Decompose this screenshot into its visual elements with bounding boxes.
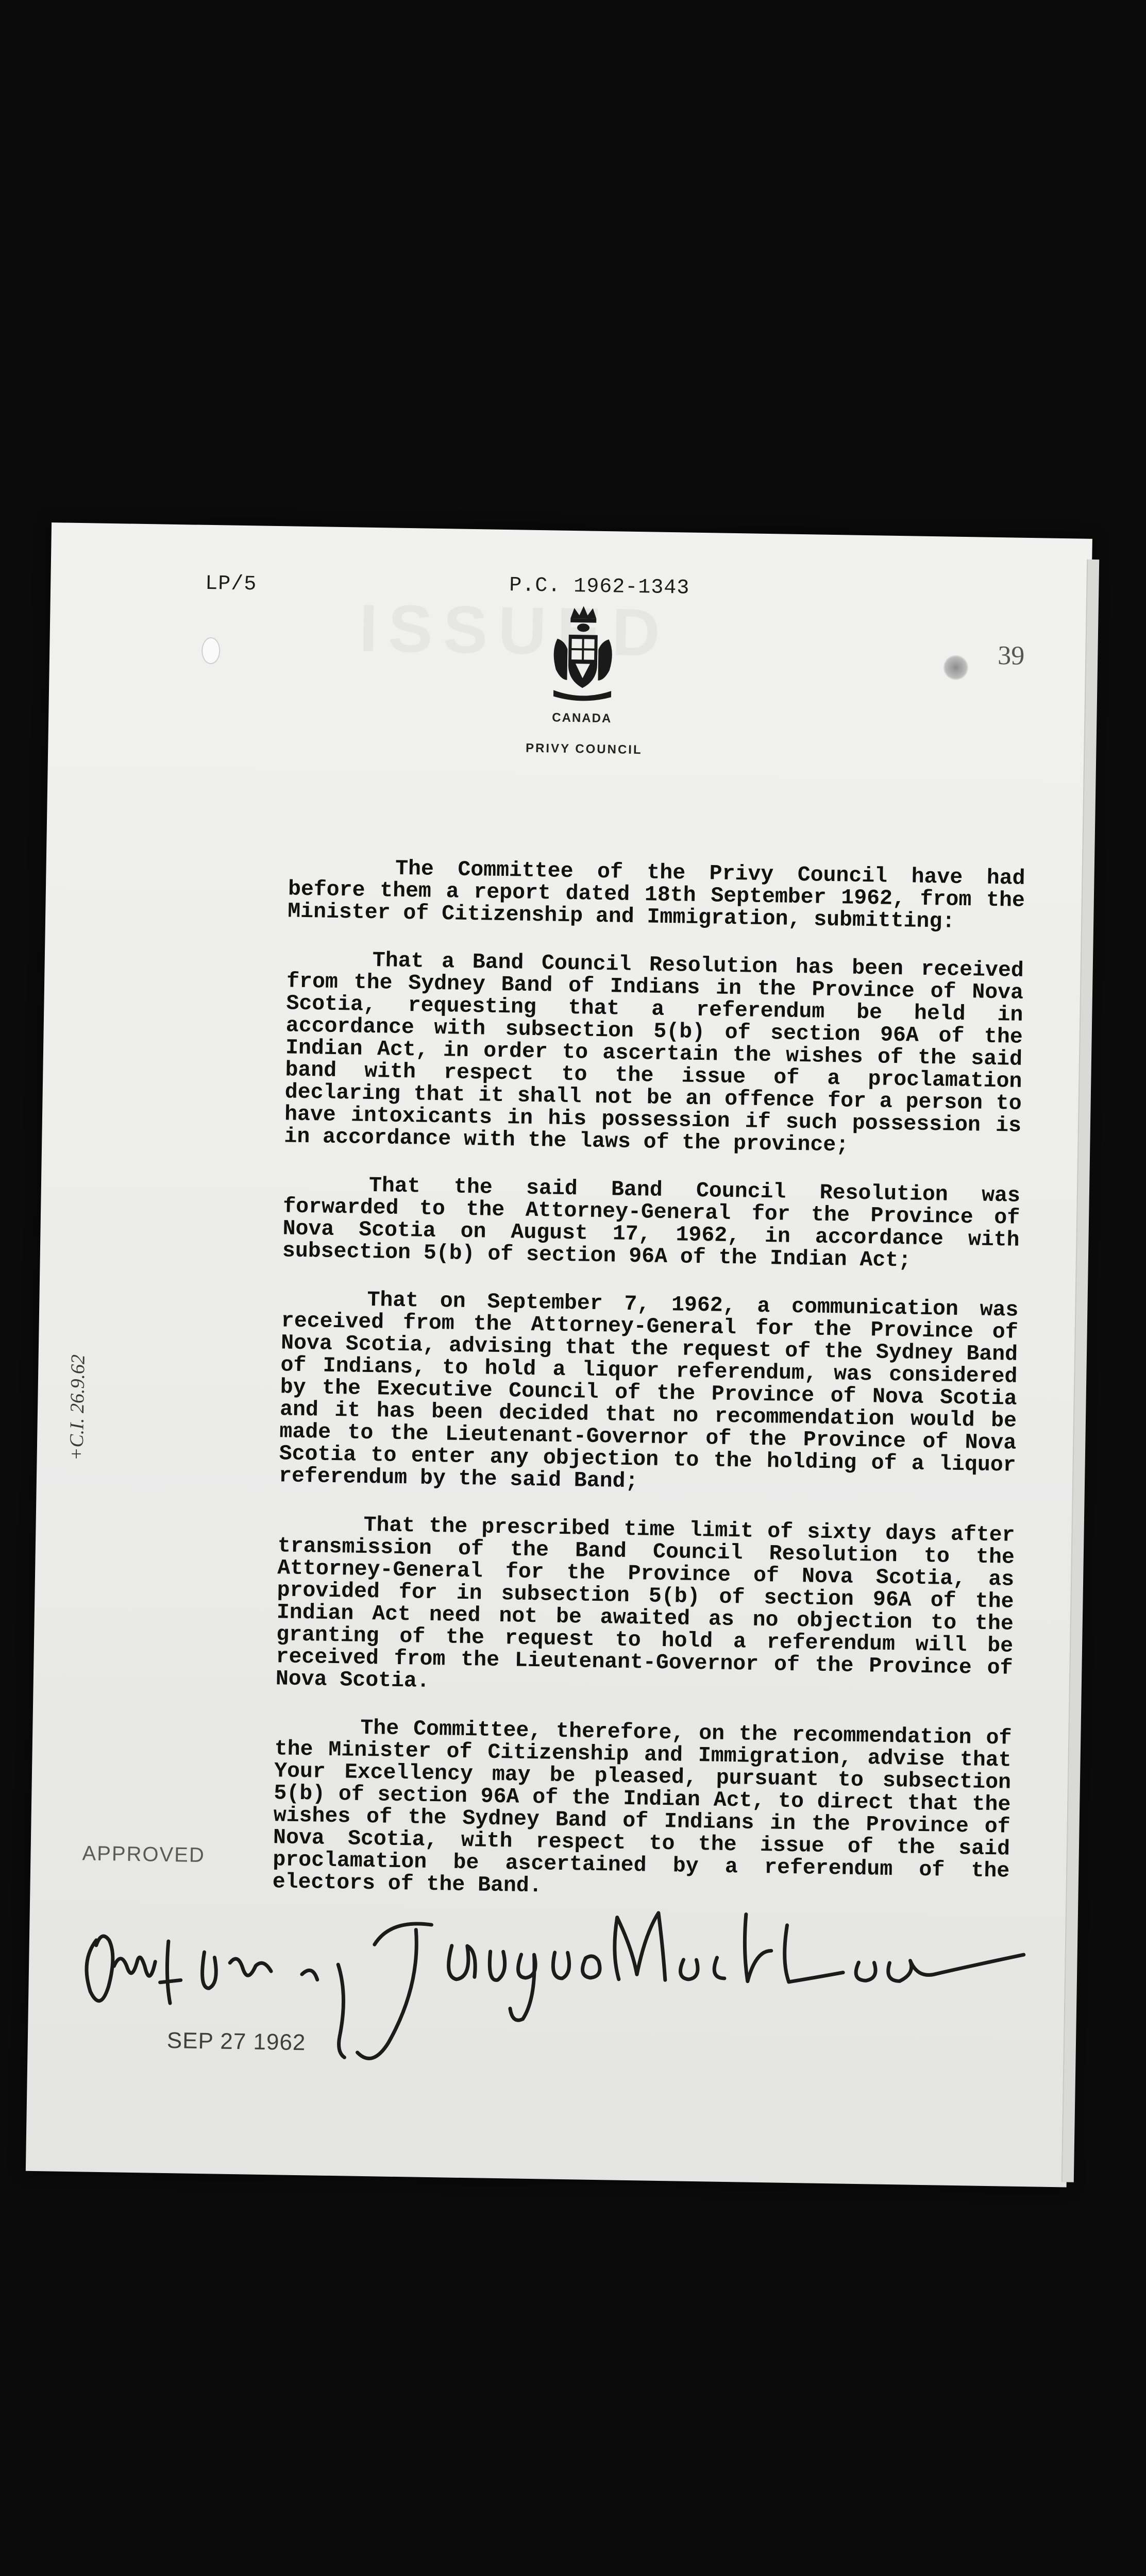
council-label: PRIVY COUNCIL bbox=[525, 741, 643, 757]
paper-edge bbox=[1061, 560, 1099, 2182]
document-page bbox=[26, 522, 1092, 2187]
body-paragraph: That on September 7, 1962, a communication was received from the Attorney-General for the Province of Nova Scotia, advising that the request of the Sydney Band of Indians, to hold a liquor referendum, was considered by the Executive Council of the Province of Nova Scotia and it has been decided that no recommendation would be made to the Lieutenant-Governor of the Province of Nova Scotia to enter any objection to the holding of a liquor referendum by the said Band; bbox=[278, 1287, 1019, 1494]
order-in-council-number: P.C. 1962-1343 bbox=[509, 574, 690, 600]
signatures bbox=[58, 1862, 1066, 2095]
punch-hole bbox=[201, 637, 221, 665]
prime-minister-signature bbox=[357, 1908, 1024, 2069]
body-paragraph: That the prescribed time limit of sixty days after transmission of the Band Council Resolution to the Attorney-General for the Province of Nova Scotia, as provided for in subsection 5(b) of section 96A of the Indian Act need not be awaited as no objection to the granting of the request to hold a referendum will be received from the Lieutenant-Governor of the Province of Nova Scotia. bbox=[275, 1513, 1015, 1693]
file-reference: LP/5 bbox=[205, 572, 257, 597]
page-number: 39 bbox=[997, 641, 1025, 671]
approved-label: APPROVED bbox=[82, 1842, 206, 1867]
body-paragraph: The Committee, therefore, on the recommendation of the Minister of Citizenship and Immigration, advise that Your Excellency may be pleased, pursuant to subsection 5(b) of section 96A of the Indian Act, to direct that the wishes of the Sydney Band of Indians in the Province of Nova Scotia, with respect to the issue of the said proclamation be ascertained by a referendum of the electors of the Band. bbox=[272, 1716, 1012, 1899]
body-paragraph: That the said Band Council Resolution was forwarded to the Attorney-General for the Province of Nova Scotia on August 17, 1962, in accordance with subsection 5(b) of section 96A of the Indian Act; bbox=[282, 1173, 1021, 1273]
order-body bbox=[272, 856, 1025, 1930]
country-label: CANADA bbox=[552, 710, 612, 726]
coat-of-arms-icon bbox=[541, 602, 625, 706]
body-paragraph: The Committee of the Privy Council have had before them a report dated 18th September 1962, from the Minister of Citizenship and Immigration, submitting: bbox=[287, 856, 1025, 934]
handwritten-margin-note: +C.I. 26.9.62 bbox=[65, 1354, 89, 1461]
body-paragraph: That a Band Council Resolution has been received from the Sydney Band of Indians in the Province of Nova Scotia, requesting that a referendum be held in accordance with subsection 5(b) of section 96A of the Indian Act, in order to ascertain the wishes of the said band with respect to the issue of a proclamation declaring that it shall not be an offence for a person to have intoxicants in his possession if such possession is in accordance with the laws of the province; bbox=[284, 948, 1024, 1158]
approval-date-stamp: SEP 27 1962 bbox=[166, 2028, 306, 2056]
ink-smudge bbox=[943, 655, 969, 680]
